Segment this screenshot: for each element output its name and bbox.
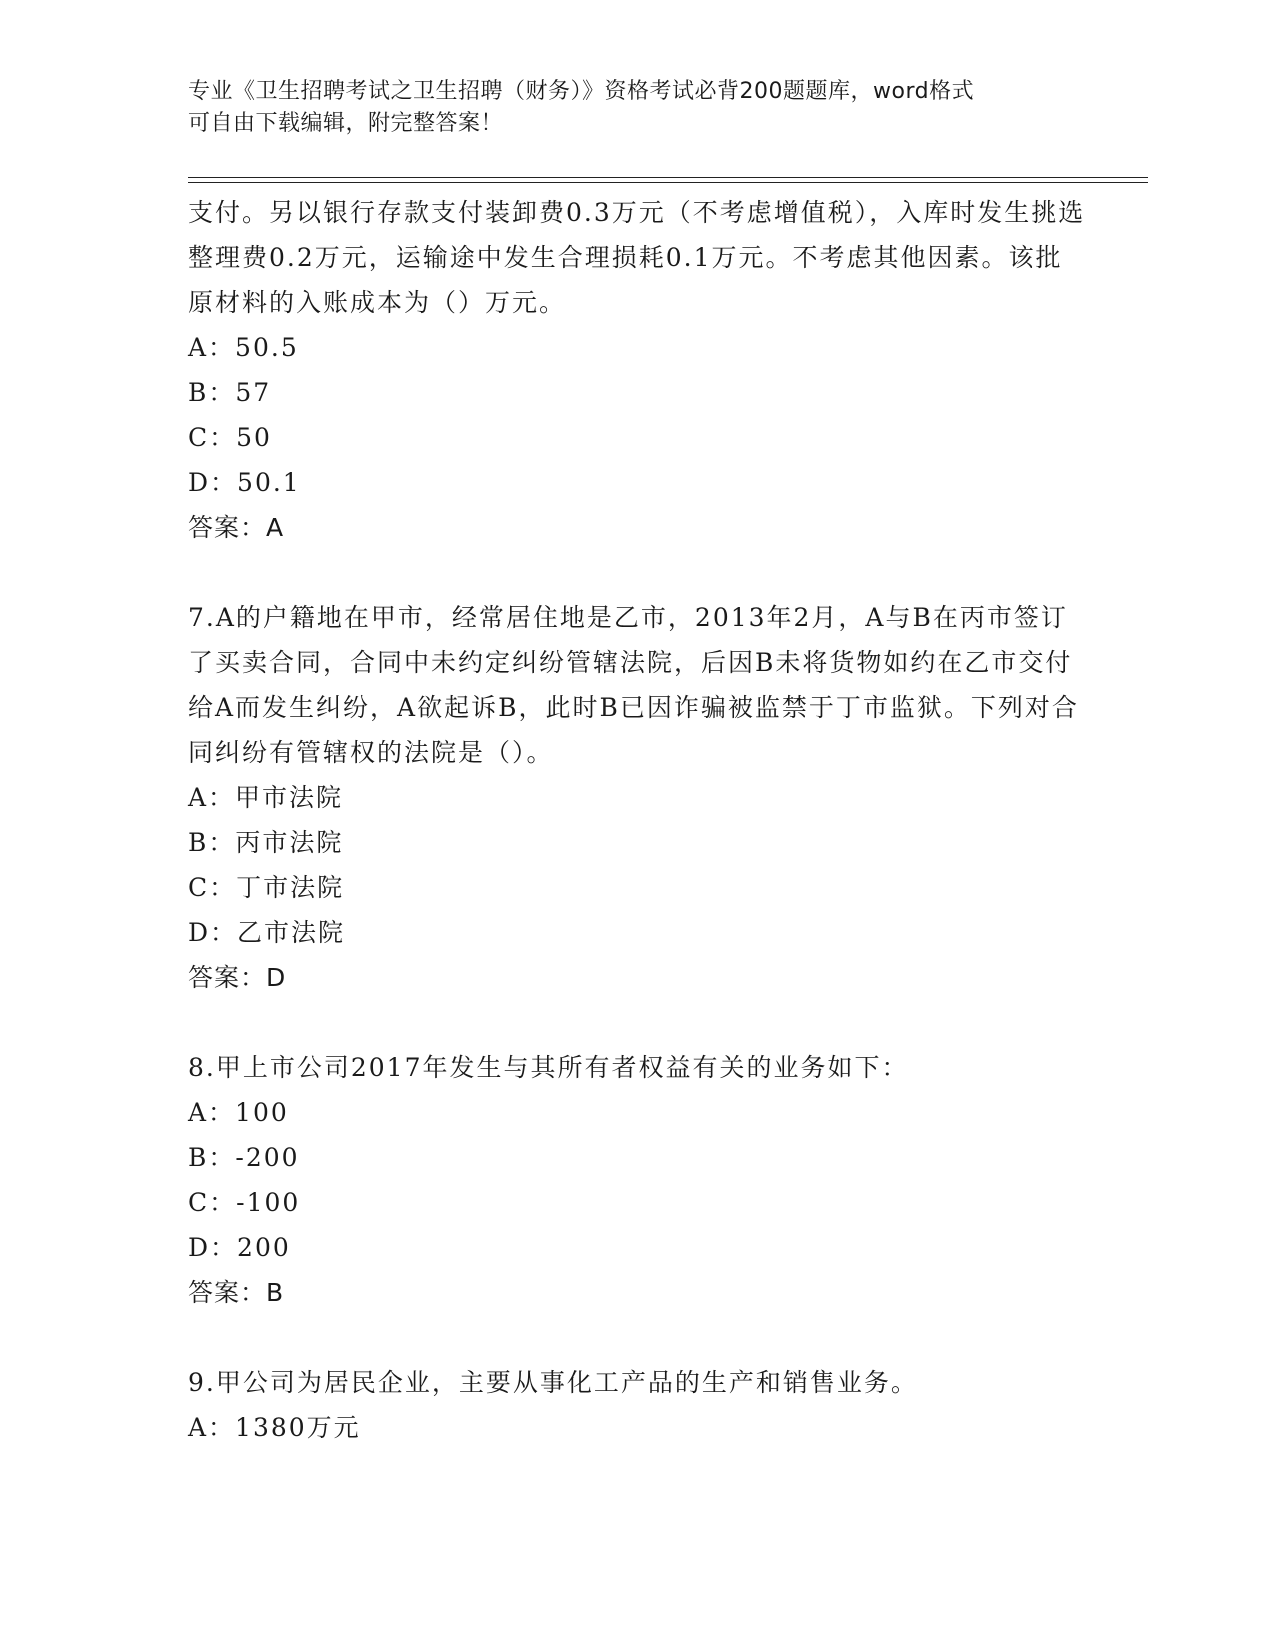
header-line-2: 可自由下载编辑，附完整答案！ xyxy=(188,111,504,136)
document-body xyxy=(188,190,1088,1450)
question-8 xyxy=(188,1045,1088,1315)
answer: 答案：B xyxy=(188,1278,285,1307)
option-c: C：丁市法院 xyxy=(188,873,345,902)
question-6 xyxy=(188,190,1088,550)
question-9 xyxy=(188,1360,1088,1450)
option-a: A：甲市法院 xyxy=(188,783,344,812)
question-text: 8.甲上市公司2017年发生与其所有者权益有关的业务如下： xyxy=(188,1053,909,1082)
option-b: B：57 xyxy=(188,378,272,407)
header-line-1: 专业《卫生招聘考试之卫生招聘（财务）》资格考试必背200题题库，word格式 xyxy=(188,79,975,104)
answer: 答案：D xyxy=(188,963,287,992)
spacer xyxy=(188,550,1088,595)
document-header xyxy=(188,76,1068,140)
header-divider-bottom xyxy=(188,182,1148,183)
header-divider-top xyxy=(188,177,1148,178)
answer: 答案：A xyxy=(188,513,285,542)
question-text: 支付。另以银行存款支付装卸费0.3万元（不考虑增值税），入库时发生挑选整理费0.2万元，运输途中发生合理损耗0.1万元。不考虑其他因素。该批原材料的入账成本为（）万元。 xyxy=(188,198,1086,317)
question-text: 7.A的户籍地在甲市，经常居住地是乙市，2013年2月，A与B在丙市签订了买卖合同，合同中未约定纠纷管辖法院，后因B未将货物如约在乙市交付给A而发生纠纷，A欲起诉B，此时B已因诈骗被监禁于丁市监狱。下列对合同纠纷有管辖权的法院是（）。 xyxy=(188,603,1079,767)
option-b: B：丙市法院 xyxy=(188,828,344,857)
option-c: C：-100 xyxy=(188,1188,301,1217)
option-a: A：50.5 xyxy=(188,333,299,362)
option-a: A：100 xyxy=(188,1098,289,1127)
spacer xyxy=(188,1000,1088,1045)
question-text: 9.甲公司为居民企业，主要从事化工产品的生产和销售业务。 xyxy=(188,1368,918,1397)
option-c: C：50 xyxy=(188,423,272,452)
option-d: D：乙市法院 xyxy=(188,918,346,947)
option-d: D：50.1 xyxy=(188,468,301,497)
question-7 xyxy=(188,595,1088,1000)
option-d: D：200 xyxy=(188,1233,291,1262)
option-a: A：1380万元 xyxy=(188,1413,361,1442)
option-b: B：-200 xyxy=(188,1143,300,1172)
spacer xyxy=(188,1315,1088,1360)
